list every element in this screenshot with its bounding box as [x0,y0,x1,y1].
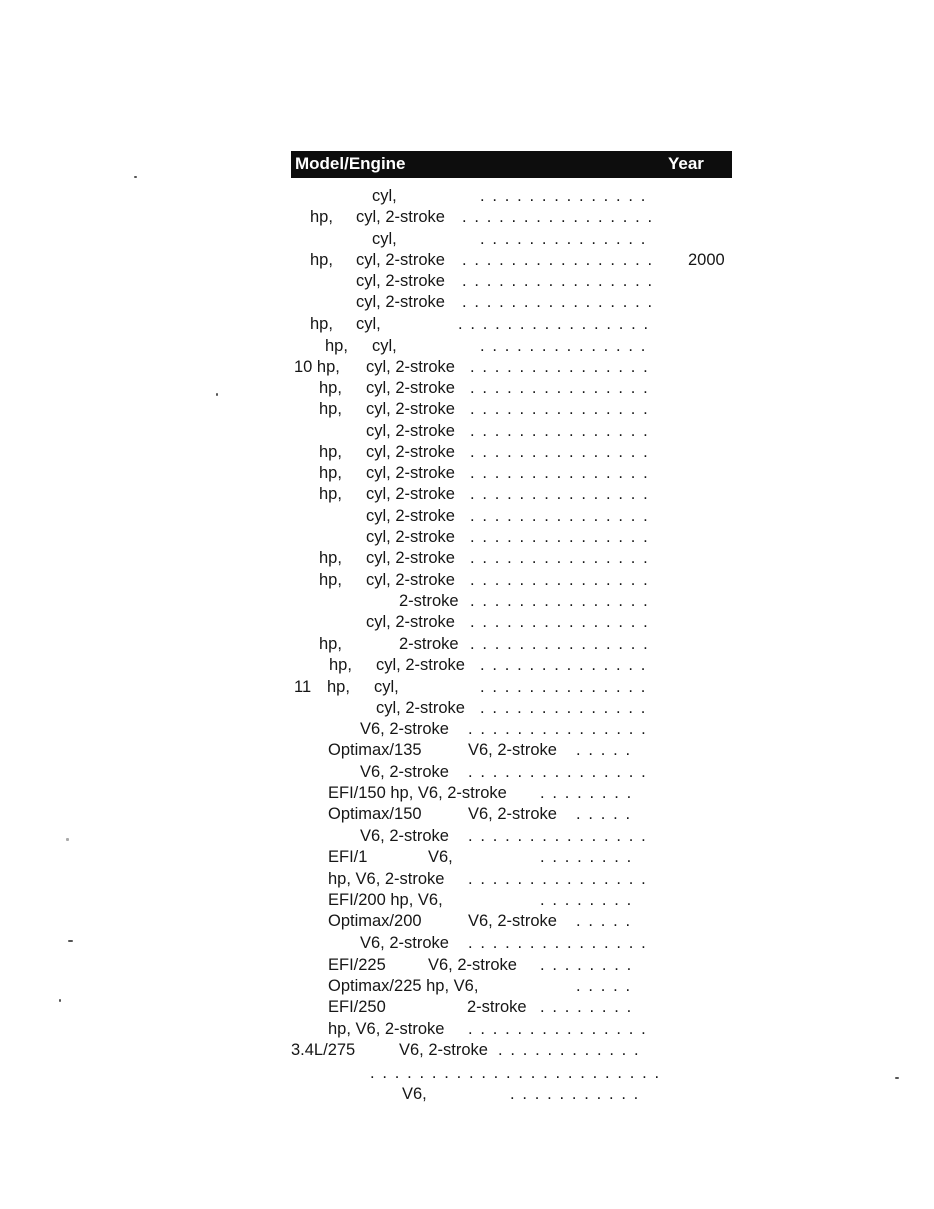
row-text: hp, [310,315,333,333]
table-row [0,612,934,633]
row-text: V6, 2-stroke [360,763,449,781]
dot-leader: . . . . . . . . . . . . . . [480,337,647,355]
dot-leader: . . . . . . . . [540,998,633,1016]
table-row [0,783,934,804]
dot-leader: . . . . . . . . . . . [510,1085,640,1103]
dot-leader: . . . . . . . . . . . . . . . [470,400,650,418]
row-text: cyl, 2-stroke [356,293,445,311]
row-text: Optimax/200 [328,912,422,930]
row-text: Optimax/150 [328,805,422,823]
row-text: cyl, [374,678,399,696]
dot-leader: . . . . . [576,805,632,823]
table-row [0,1084,934,1105]
table-row [0,847,934,868]
row-text: V6, 2-stroke [468,912,557,930]
row-text: cyl, 2-stroke [366,379,455,397]
row-text: V6, 2-stroke [360,827,449,845]
table-row [0,527,934,548]
dot-leader: . . . . . . . . . . . . [498,1041,641,1059]
table-row [0,869,934,890]
table-row [0,1040,934,1061]
dot-leader: . . . . . . . . . . . . . . . [470,592,650,610]
row-text: hp, [319,635,342,653]
dot-leader: . . . . . . . . . . . . . . . [470,613,650,631]
row-text: hp, [319,443,342,461]
row-text: cyl, 2-stroke [366,528,455,546]
row-text: cyl, 2-stroke [366,422,455,440]
row-text: cyl, 2-stroke [366,400,455,418]
row-text: cyl, 2-stroke [366,464,455,482]
dot-leader: . . . . . . . . [540,956,633,974]
row-text: EFI/225 [328,956,386,974]
table-row [0,463,934,484]
table-row [0,911,934,932]
row-text: 3.4L/275 [291,1041,356,1059]
dot-leader: . . . . . . . . . . . . . . . [468,827,648,845]
dot-leader: . . . . . . . . . . . . . . . . [462,272,654,290]
table-row [0,421,934,442]
row-text: hp, [325,337,348,355]
table-row [0,207,934,228]
dot-leader: . . . . . . . . . . . . . . . [468,720,648,738]
table-row [0,634,934,655]
table-row [0,1019,934,1040]
row-text: V6, 2-stroke [399,1041,488,1059]
row-text: EFI/150 hp, V6, 2-stroke [328,784,507,802]
row-text: hp, [310,208,333,226]
row-text: V6, 2-stroke [428,956,517,974]
table-row [0,357,934,378]
table-row [0,762,934,783]
row-text: hp, [310,251,333,269]
scan-speck [66,838,69,841]
row-text: cyl, 2-stroke [376,699,465,717]
table-row [0,229,934,250]
table-row [0,292,934,313]
dot-leader: . . . . . . . . . . . . . . . [470,549,650,567]
scan-speck [59,999,61,1002]
dot-leader: . . . . . . . . . . . . . . . [470,358,650,376]
row-text: 2000 [688,251,725,269]
table-row [0,955,934,976]
row-text: cyl, 2-stroke [366,358,455,376]
row-text: hp, [329,656,352,674]
table-row [0,890,934,911]
row-text: cyl, 2-stroke [366,613,455,631]
table-row [0,250,934,271]
row-text: hp, [319,571,342,589]
row-text: cyl, 2-stroke [356,251,445,269]
dot-leader: . . . . . [576,977,632,995]
row-text: EFI/200 hp, V6, [328,891,443,909]
dot-leader: . . . . . . . . . . . . . . . [470,464,650,482]
dot-leader: . . . . . . . . . . . . . . . [470,485,650,503]
table-row [0,997,934,1018]
dot-leader: . . . . . . . . . . . . . . . [470,571,650,589]
table-row [0,655,934,676]
dot-leader: . . . . . [576,912,632,930]
table-row [0,933,934,954]
row-text: 2-stroke [399,635,459,653]
table-row [0,484,934,505]
dot-leader: . . . . . . . . . . . . . . . . [458,315,650,333]
dot-leader: . . . . . . . . . . . . . . . . . . . . . . . . [370,1064,661,1082]
dot-leader: . . . . . . . . . . . . . . [480,678,647,696]
table-row [0,336,934,357]
table-row [0,548,934,569]
row-text: cyl, 2-stroke [356,208,445,226]
dot-leader: . . . . . . . . . . . . . . . [468,1020,648,1038]
table-row [0,314,934,335]
table-row [0,740,934,761]
row-text: hp, V6, 2-stroke [328,870,445,888]
row-text: hp, [319,549,342,567]
scan-speck [68,940,73,942]
table-row [0,506,934,527]
row-text: cyl, 2-stroke [366,507,455,525]
table-row [0,698,934,719]
scan-speck [216,393,218,396]
row-text: hp, [319,464,342,482]
table-header [291,151,732,178]
row-text: 11 [294,678,312,696]
row-text: cyl, 2-stroke [366,549,455,567]
row-text: 2-stroke [399,592,459,610]
dot-leader: . . . . . . . . [540,848,633,866]
row-text: hp, [319,379,342,397]
table-row [0,826,934,847]
row-text: V6, 2-stroke [360,720,449,738]
dot-leader: . . . . . . . . . . . . . . . [470,422,650,440]
dot-leader: . . . . . . . . . . . . . . [480,230,647,248]
table-row [0,271,934,292]
dot-leader: . . . . . . . . . . . . . . . . [462,208,654,226]
table-row [0,570,934,591]
dot-leader: . . . . . [576,741,632,759]
dot-leader: . . . . . . . . [540,784,633,802]
table-row [0,399,934,420]
row-text: EFI/1 [328,848,368,866]
row-text: V6, 2-stroke [360,934,449,952]
dot-leader: . . . . . . . . . . . . . . . . [462,293,654,311]
dot-leader: . . . . . . . . [540,891,633,909]
dot-leader: . . . . . . . . . . . . . . . [470,635,650,653]
table-row [0,378,934,399]
dot-leader: . . . . . . . . . . . . . . . [468,934,648,952]
row-text: cyl, 2-stroke [366,571,455,589]
dot-leader: . . . . . . . . . . . . . . . [470,507,650,525]
row-text: cyl, 2-stroke [356,272,445,290]
row-text: Optimax/135 [328,741,422,759]
row-text: cyl, 2-stroke [366,485,455,503]
dot-leader: . . . . . . . . . . . . . . [480,656,647,674]
dot-leader: . . . . . . . . . . . . . . . . [462,251,654,269]
dot-leader: . . . . . . . . . . . . . . . [468,870,648,888]
row-text: cyl, [372,337,397,355]
table-row [0,976,934,997]
dot-leader: . . . . . . . . . . . . . . . [470,443,650,461]
table-row [0,719,934,740]
row-text: hp, [319,485,342,503]
dot-leader: . . . . . . . . . . . . . . . [470,379,650,397]
scan-speck [895,1077,899,1079]
row-text: cyl, [356,315,381,333]
dot-leader: . . . . . . . . . . . . . . . [470,528,650,546]
row-text: cyl, 2-stroke [366,443,455,461]
column-header-model-engine: Model/Engine [295,154,406,173]
row-text: cyl, [372,187,397,205]
table-row [0,442,934,463]
row-text: V6, 2-stroke [468,805,557,823]
row-text: cyl, [372,230,397,248]
row-text: 10 hp, [294,358,340,376]
row-text: hp, V6, 2-stroke [328,1020,445,1038]
table-row [0,591,934,612]
row-text: cyl, 2-stroke [376,656,465,674]
dot-leader: . . . . . . . . . . . . . . [480,187,647,205]
table-row [0,677,934,698]
scan-speck [134,176,137,178]
row-text: hp, [319,400,342,418]
dot-leader: . . . . . . . . . . . . . . . [468,763,648,781]
row-text: 2-stroke [467,998,527,1016]
row-text: V6, [428,848,453,866]
table-row [0,804,934,825]
table-row [0,186,934,207]
row-text: V6, [402,1085,427,1103]
row-text: Optimax/225 hp, V6, [328,977,479,995]
row-text: EFI/250 [328,998,386,1016]
column-header-year: Year [668,154,704,173]
table-row [0,1063,934,1084]
row-text: V6, 2-stroke [468,741,557,759]
row-text: hp, [327,678,350,696]
dot-leader: . . . . . . . . . . . . . . [480,699,647,717]
